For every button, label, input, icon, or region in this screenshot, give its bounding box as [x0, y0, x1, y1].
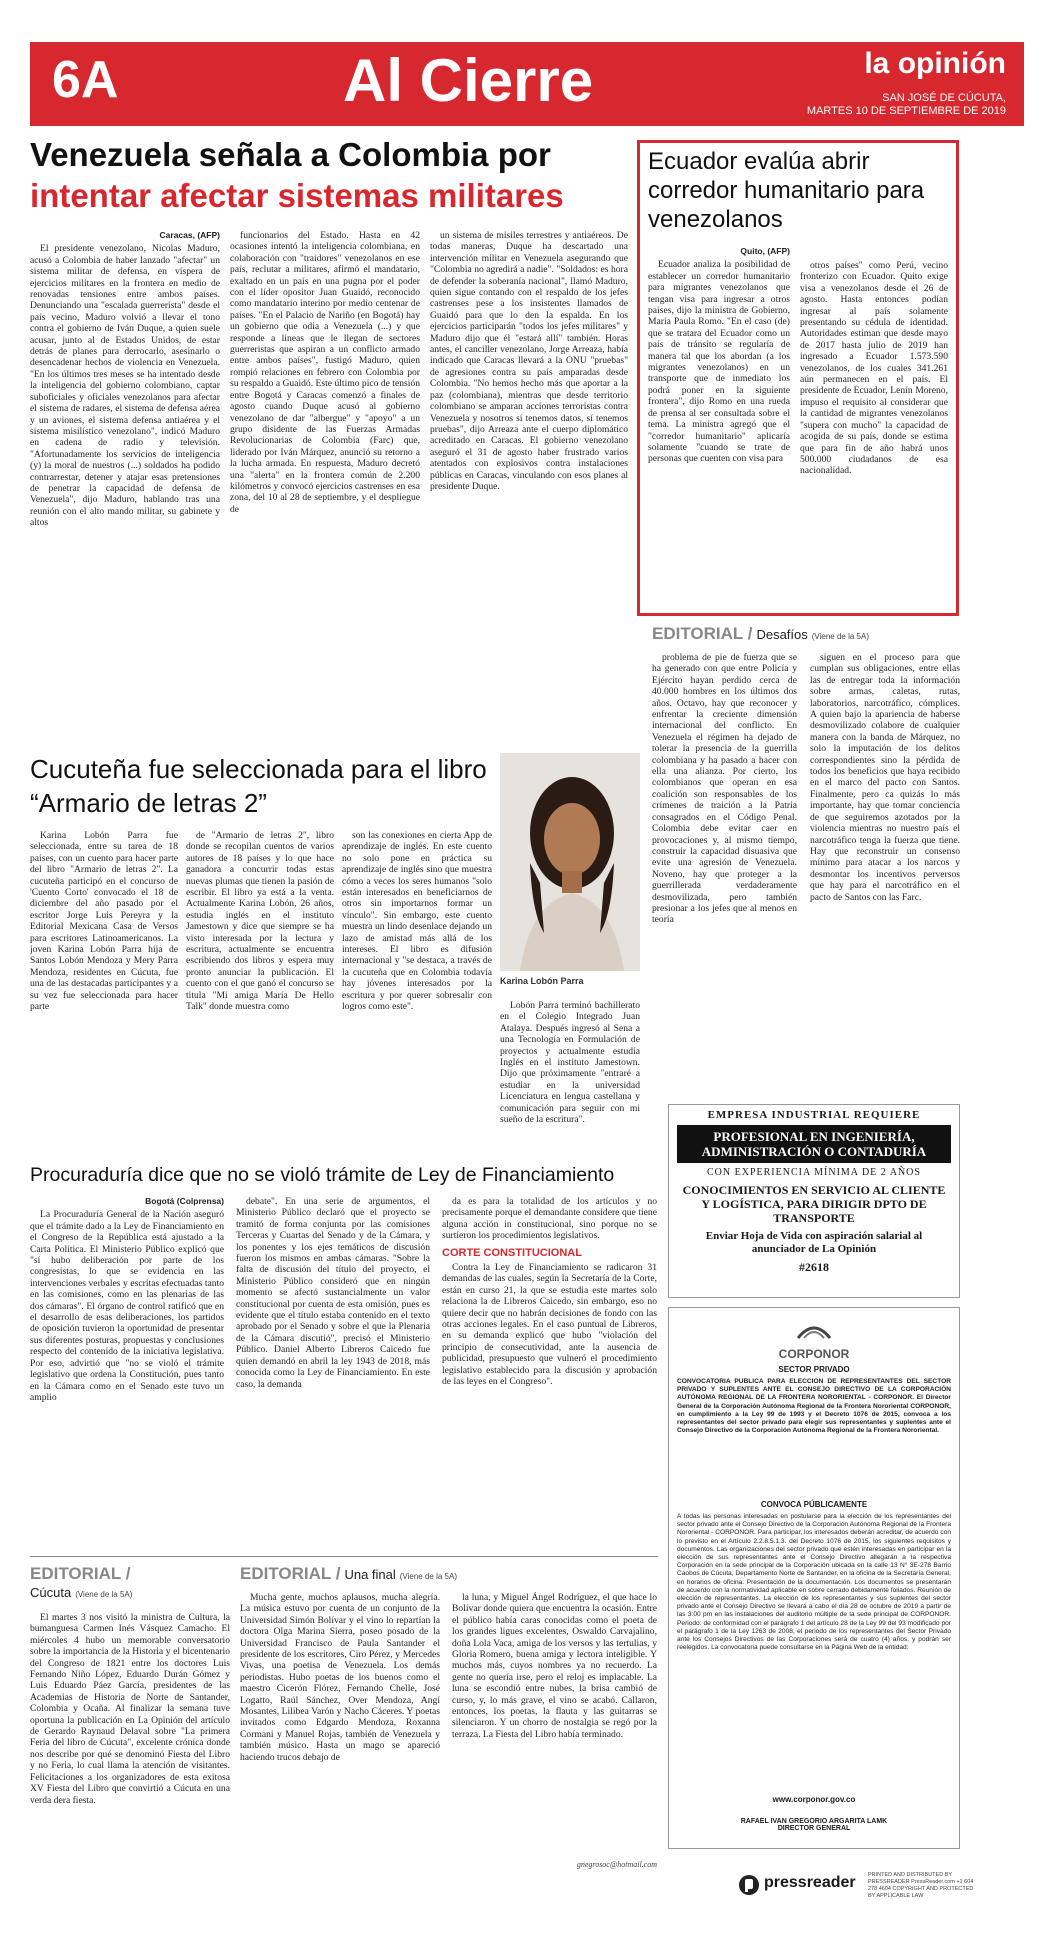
procuraduria-text-1: La Procuraduría General de la Nación aseguró que el trámite dado a la Ley de Financiamiento en el Congreso de la República está ajustado a la Carta Política. El Ministerio Público explicó que "sí hubo deliberación por parte de los congresistas, lo que se evidencia en las intervenciones verbales y escritas efectuadas tanto en las comisiones, como en las plenarias de las dos cámaras". El órgano de control ratificó que en el desarrollo de esas deliberaciones, los partidos de oposición tuvieron la oportunidad de presentar sus diferentes posturas, propuestas y conclusiones respecto del contenido de la iniciativa legislativa. Por eso, advirtió que "no se violó el trámite legislativo que ordena la Constitución, pues tanto en la Cámara como en el Senado este tuvo un amplio [30, 1209, 224, 1403]
editorial-desafios-text-1: problema de pie de fuerza que se ha generado con que entre Policía y Ejército hayan perdido cerca de 40.000 hombres en los últimos dos años. Octavo, hay que reconocer y enfrentar la creciente dimensión internacional del conflicto. En Venezuela el régimen ha dejado de tolerar la presencia de la guerrilla colombiana y ha pasado a hacer con ella una alianza. Por cierto, los colombianos que operan en esa coalición son responsables de los crímenes de traición a la Patria consagrados en el Código Penal. Colombia debe evitar caer en provocaciones y, al mismo tiempo, construir la capacidad disuasiva que evite una agresión de Venezuela. Noveno, hay que proteger a la guerrillerada verdaderamente desmovilizada, pero también presionar a los jefes que al menos en teoría [652, 652, 797, 926]
pressreader-brand: pressreader [764, 1874, 856, 1891]
venezuela-headline-2: intentar afectar sistemas militares [30, 177, 564, 214]
ad-code: #2618 [799, 1260, 829, 1274]
cucutena-column-2 [186, 830, 334, 1130]
corponor-convoca: CONVOCA PÚBLICAMENTE [760, 1500, 868, 1509]
ecuador-text-2: otros países" como Perú, vecino fronterizo con Ecuador. Quito exige visa a venezolanos desde el 26 de agosto. Hasta entonces podían ingresar al país solamente presentando su cédula de identidad. Autoridades estiman que desde mayo de 2017 hasta julio de 2019 han ingresado a Ecuador 1.573.590 venezolanos, de los cuales 341.261 aún permanecen en el país. El presidente de Ecuador, Lenín Moreno, impuso el requisito al considerar que la cantidad de migrantes venezolanos "supera con mucho" la capacidad de acogida de su país, donde se estima que para fin de año habrá unos 500.000 ciudadanos de esa nacionalidad. [800, 260, 948, 477]
cucutena-column-3 [342, 830, 492, 1130]
header-date-line: MARTES 10 DE SEPTIEMBRE DE 2019 [806, 105, 1006, 117]
photo-caption: Karina Lobón Parra [500, 976, 584, 986]
editorial-final-column-2 [452, 1592, 657, 1854]
job-ad-box [668, 1104, 960, 1298]
procuraduria-text-3: Contra la Ley de Financiamiento se radicaron 31 demandas de las cuales, según la Secretaría de la Corte, están en curso 21, la que se estudia este martes solo relaciona la de Libreros Caicedo, sin embargo, eso no quiere decir que no habrán decisiones de fondo con las otras acciones legales. En el caso puntual de Libreros, en su demanda explicó que hubo "violación del principio de consecutividad, ante la ausencia de publicidad, presupuesto que vulneró el procedimiento legislativo establecido para la discusión y aprobación de las leyes en el Congreso". [442, 1262, 657, 1388]
venezuela-text-2: funcionarios del Estado. Hasta en 42 ocasiones intentó la inteligencia colombiana, en colaboración con "traidores" venezolanos en ese país, reclutar a militares, afirmó el mandatario, exaltado en un país en una pugna por el poder con el líder opositor Juan Guaidó, reconocido como mandatario interino por medio centenar de países. "En el Palacio de Nariño (en Bogotá) hay un gobierno que odia a Venezuela (...) y que responde a líneas que le llegan de sectores guerreristas que aspiran a un conflicto armado entre ambos países", fustigó Maduro, quien rompió relaciones en febrero con Colombia por su respaldo a Guaidó. Este último pico de tensión entre Bogotá y Caracas comenzó a finales de agosto cuando Duque acusó al gobierno venezolano de dar "albergue" y "apoyo" a un grupo disidente de las Fuerzas Armadas Revolucionarias de Colombia (Farc) que, liderado por Iván Márquez, anunció su retorno a la lucha armada. En respuesta, Maduro decretó una "alerta" en la frontera común de 2.200 kilómetros y convocó ejercicios castrenses en esa zona, del 10 al 28 de septiembre, y el despliegue de [230, 230, 420, 515]
editorial-cucuta-header [30, 1564, 230, 1608]
cucutena-column-4 [500, 1000, 640, 1130]
ecuador-text-1: Ecuador analiza la posibilidad de establecer un corredor humanitario para migrantes venezolanos que tengan visa para ingresar a otros países, dijo la ministra de Gobierno, María Paula Romo. "En el caso (de) que se tratara del Ecuador como un país de tránsito se regularía de manera tal que los abordan (a los migrantes venezolanos) en un transporte que de inmediato los podrá poner en la siguiente frontera", dijo Romo en una rueda de prensa al ser consultada sobre el tema. La ministra agregó que el "corredor humanitario" aplicaría solamente "cuando se trate de personas que cuenten con visa para [648, 259, 790, 465]
procuraduria-column-1 [30, 1196, 224, 1546]
editorial-desafios-column-2 [810, 652, 960, 1072]
header-date [807, 92, 1006, 118]
editorial-desafios-column-1 [652, 652, 797, 1072]
procuraduria-text-3-top: da es para la totalidad de los artículos y no precisamente porque el demandante considere que tiene alguna acción in constitucional, sino porque no se surtieron los procedimientos legislativos. [442, 1196, 657, 1242]
editorial-cucuta-column [30, 1612, 230, 1872]
editorial-final-note: (Viene de la 5A) [399, 1572, 457, 1581]
editorial-final-column-1 [240, 1592, 440, 1867]
venezuela-text-1: El presidente venezolano, Nicolas Maduro, acusó a Colombia de haber lanzado "afectar" un sistema militar de defensa, en víspera de ejercicios militares en la frontera en medio de renovadas tensiones entre ambos países. Denunciando una "escalada guerrerista" desde el país vecino, Maduro volvió a llevar el tono contra el gobierno de Iván Duque, a quien suele acusar, junto al de Estados Unidos, de estar detrás de planes para derrocarlo, asesinarlo o desencadenar hechos de violencia en Venezuela. "En los últimos tres meses se ha intentado desde la inteligencia del gobierno colombiano, captar suboficiales y oficiales venezolanos para afectar el sistema de radares, el sistema de defensa aérea y un aviones, el sistema defensa antiaérea y el sistema misilístico venezolano", indicó Maduro en cadena de radio y televisión. "Afortunadamente los servicios de inteligencia (y) la moral de nuestros (...) soldados ha podido contrarrestar, detener y atajar esas pretensiones de penetrar la capacidad de defensa de Venezuela", dijo Maduro, hablando tras una reunión con el alto mando militar, su gabinete y altos [30, 243, 220, 529]
page-number: 6A [52, 51, 119, 109]
author-email: gnegrosoc@hotmail.com [576, 1860, 657, 1869]
cucutena-text-3: son las conexiones en cierta App de aprendizaje de inglés. En este cuento no solo pone en práctica su aprendizaje de inglés sino que muestra cómo a veces los seres humanos "solo están interesados en beneficiarnos de otros sin importarnos formar un vínculo". Sin embargo, este cuento muestra un lindo desenlace dejando un lazo de amistad más allá de los intereses. El libro es difusión internacional y "se destaca, a través de la cucuteña que en Colombia todavía hay jóvenes interesados por la escritura y por querer sobresalir con logros como este". [342, 830, 492, 1013]
procuraduria-column-3 [442, 1196, 657, 1546]
ecuador-column-1 [648, 246, 790, 608]
editorial-desafios-header [652, 624, 962, 646]
cucutena-text-2: de "Armario de letras 2", libro donde se recopilan cuentos de varios autores de 18 países y lo que hace ganadora a concurrir todas estas nuevas plumas que tienen la pasión de escribir. El libro ya está a la venta. Actualmente Karina Lobón, 26 años, estudia inglés en el instituto Jamestown y dice que siempre se ha visto interesada por la lectura y escritura, actualmente se encuentra escribiendo dos libros y espera muy pronto anunciar la publicación. El cuento con el que ganó el concurso se titula "Mi amiga María De Hello Talk" donde muestra como [186, 830, 334, 1013]
editorial-final-subtitle: Una final [344, 1567, 396, 1582]
corponor-text-2: A todas las personas interesadas en postularse para la elección de los representantes del sector privado ante el Consejo Directivo de la Corporación Autónoma Regional de la Frontera Nororiental - CORPONOR. Para participar, los interesados deberán acreditar, de acuerdo con lo previsto en el Artículo 2.2.8.5.1.3. del Decreto 1076 de 2015, los siguientes requisitos y documentos. Las organizaciones del sector privado que estén interesadas en participar en la elección de sus representantes ante el Consejo Directivo allegarán a la respectiva Corporación en la sede principal de la Corporación ubicada en la calle 13 N° 3E-278 Barrio Caobos de Cúcuta, Departamento Norte de Santander, en la oficina de la Secretaría General, en horarios de oficina. Presentación de la documentación. Los documentos se presentarán de acuerdo con la normatividad aplicable en sobre cerrado debidamente foliados. Reunión de elección de representantes. La elección de los representantes y sus suplentes del sector privado ante el Consejo Directivo se llevará a cabo el día 28 de octubre de 2019 a partir de las 3:00 pm en las instalaciones del auditorio múltiple de la sede principal de CORPONOR. Periodo: de conformidad con el parágrafo 1 del artículo 28 de la Ley 99 del 93 modificado por el parágrafo 1 de la Ley 1263 de 2008, el periodo de los representantes del Sector Privado ante los Consejos Directivos de las Corporaciones será de cuatro (4) años, y podrán ser reelegidos. La convocatoria puede consultarse en la Página Web de la entidad: [677, 1513, 951, 1652]
venezuela-column-1 [30, 230, 220, 726]
ad-line-1: EMPRESA INDUSTRIAL REQUIERE [707, 1109, 921, 1121]
editorial-cucuta-note: (Viene de la 5A) [75, 1590, 133, 1599]
ecuador-dateline: Quito, (AFP) [740, 246, 790, 256]
editorial-final-label: EDITORIAL / [240, 1564, 341, 1583]
procuraduria-column-2 [236, 1196, 430, 1546]
corponor-signer-title: DIRECTOR GENERAL [777, 1825, 851, 1832]
pressreader-icon [738, 1874, 760, 1896]
venezuela-column-2 [230, 230, 420, 726]
editorial-label: EDITORIAL / [652, 624, 753, 643]
editorial-final-text-2: la luna, y Miguel Ángel Rodríguez, el que hace lo Bolívar donde quiera que encuentra la ocasión. Entre el público había caras conocidas como el poeta de los grandes ligues excelentes, Oswaldo Carvajalino, doña Lola Vaca, amiga de los versos y las tertulias, y Gloria Romero, buena amiga y lectora inteligible. Y muchos más, cuyos nombres ya no recuerdo. La gente no quería irse, pero el reloj es implacable. La luna se escondió entre nubes, la brisa cambió de curso, y, lo más grave, el vino se acabó. Callaron, entonces, los poetas, la flauta y las guitarras se silenciaron. Y un chorro de nostalgia se regó por la terraza. La Fiesta del Libro había terminado. [452, 1592, 657, 1740]
pressreader-footer [738, 1870, 978, 1900]
ad-line-3: CON EXPERIENCIA MÍNIMA DE 2 AÑOS [707, 1167, 921, 1178]
portrait-image [500, 753, 640, 971]
editorial-desafios-text-2: siguen en el proceso para que cumplan sus obligaciones, entre ellas las de entregar toda la información sobre armas, caletas, rutas, laboratorios, narcotráfico, cómplices. A quien bajo la apariencia de haberse desmovilizado colabore de cualquier manera con la banda de Márquez, no solo la imputación de los delitos correspondientes sino la pérdida de todos los beneficios que haya recibido en el marco del pacto con Santos. Finalmente, pero ca quizás lo más importante, hay que tomar conciencia de que seguiremos azotados por la violencia mientras no nuestro país el narcotráfico tenga la fuerza que tiene. Hay que reconstruir un consenso mínimo para atacar a los narcos y desmontar los incentivos perversos que hay para el narcotráfico en el pacto de Santos con las Farc. [810, 652, 960, 903]
corponor-signer: RAFAEL IVAN GREGORIO ARGARITA LAMK [740, 1818, 888, 1825]
ecuador-column-2 [800, 260, 948, 608]
procuraduria-text-2: debate". En una serie de argumentos, el Ministerio Público declaró que el proyecto se tramitó de forma conjunta por las comisiones Terceras y Cuartas del Senado y de la Cámara, y los ponentes y los ejes temáticos de discusión fueron los mismos en ambas cámaras. "Sobre la falta de discusión del título del proyecto, el Ministerio Público consideró que en ningún momento se afectó sustancialmente un valor constitucional por cuenta de esta omisión, pues es evidente que el título estaba contenido en el texto aprobado por el Senado y sobre el que la Plenaria de la Cámara discutió", precisó el Ministerio Público. Daniel Alberto Libreros Caicedo fue quien demandó en abril la ley 1943 de 2018, más conocida como la Ley de Financiamiento. En este caso, la demanda [236, 1196, 430, 1390]
header-place: SAN JOSÉ DE CÚCUTA, [882, 92, 1006, 104]
cucutena-text-4: Lobón Parra terminó bachillerato en el Colegio Integrado Juan Atalaya. Después ingresó al Sena a una Tecnología en Formulación de proyectos y actualmente estudia Inglés en el instituto Jamestown. Dijo que próximamente "entraré a estudiar en la universidad Licenciatura en lengua castellana y comunicación para seguir con mi sueño de la escritura". [500, 1000, 640, 1126]
ad-line-5: Enviar Hoja de Vida con aspiración salarial al anunciador de La Opinión [705, 1230, 923, 1255]
procuraduria-dateline: Bogotá (Colprensa) [145, 1196, 224, 1206]
editorial-cucuta-label: EDITORIAL / [30, 1564, 131, 1583]
cucutena-text-1: Karina Lobón Parra fue seleccionada, entre su tarea de 18 países, con un cuento para hacer parte del libro "Armario de letras 2". La cucuteña participó en el concurso de 'Cuento Corto' convocado el 18 de diciembre del año pasado por el escritor Jorge Luis Pereyra y la Editorial Mexicana Casa de Versos para escritores Latinoamericanos. La joven Karina Lobón Parra hija de Santos Lobón Mendoza y Mery Parra Mendoza, residentes en Cúcuta, fue una de las destacadas participantes y a su vez fue seleccionada para hacer parte [30, 830, 178, 1013]
corponor-text-1: CONVOCATORIA PÚBLICA PARA ELECCIÓN DE REPRESENTANTES DEL SECTOR PRIVADO Y SUPLENTES ANTE EL CONSEJO DIRECTIVO DE LA CORPORACIÓN AUTÓNOMA REGIONAL DE LA FRONTERA NORORIENTAL - CORPONOR. El Director General de la Corporación Autónoma Regional de la Frontera Nororiental CORPONOR, en cumplimiento a la Ley 99 de 1993 y el Decreto 1076 de 2015, convoca a los representantes del sector privado para elegir sus representantes y suplentes ante el Consejo Directivo de la Corporación Autónoma Regional de la Frontera Nororiental. [677, 1378, 951, 1435]
editorial-desafios-subtitle: Desafíos [756, 627, 808, 642]
cucutena-headline: Cucuteña fue seleccionada para el libro “Armario de letras 2” [30, 754, 487, 818]
karina-photo [500, 753, 640, 971]
newspaper-logo: la opinión [864, 47, 1006, 80]
corponor-brand: CORPONOR [778, 1347, 850, 1361]
ecuador-headline: Ecuador evalúa abrir corredor humanitario para venezolanos [648, 148, 925, 233]
procuraduria-headline: Procuraduría dice que no se violó trámite de Ley de Financiamiento [30, 1164, 615, 1186]
editorial-cucuta-text: El martes 3 nos visitó la ministra de Cultura, la bumanguesa Carmen Inés Vásquez Camacho. El miércoles 4 hubo un memorable conversatorio sobre la importancia de la Historia y el bicentenario del Congreso de 1821 entre los doctores Luis Fernando Niño López, Eduardo Durán Gómez y Luis Eduardo Páez García, presidentes de las Academias de Historia de Norte de Santander, Colombia y Ocaña. Al finalizar la semana tuve oportuna la publicación en La Opinión del artículo de Gerardo Raynaud Delaval sobre "La primera Feria del libro de Cúcuta", excelente crónica donde nos describe por qué se denominó Fiesta del Libro y no Feria, lo cual llama la atención de visitantes. Felicitaciones a los organizadores de esta exitosa XV Fiesta del Libro que convirtió a Cúcuta en una verda dera fiesta. [30, 1612, 230, 1806]
pressreader-small-print: PRINTED AND DISTRIBUTED BY PRESSREADER PressReader.com +1 604 278 4604 COPYRIGHT AND PROTECTED BY APPLICABLE LAW [868, 1872, 974, 1899]
venezuela-dateline: Caracas, (AFP) [159, 230, 220, 240]
ad-line-4: CONOCIMIENTOS EN SERVICIO AL CLIENTE Y LOGÍSTICA, PARA DIRIGIR DPTO DE TRANSPORTE [682, 1183, 946, 1225]
procuraduria-kicker: CORTE CONSTITUCIONAL [442, 1246, 582, 1259]
venezuela-column-3 [430, 230, 628, 726]
divider [30, 1556, 658, 1557]
editorial-final-header [240, 1564, 660, 1588]
corponor-web-link[interactable]: www.corponor.gov.co [772, 1795, 856, 1804]
ad-line-2: PROFESIONAL EN INGENIERÍA, ADMINISTRACIÓN O CONTADURÍA [677, 1125, 951, 1163]
corponor-logo [669, 1316, 959, 1361]
venezuela-text-3: un sistema de misiles terrestres y antiaéreos. De todas maneras, Duque ha descartado una intervención militar en Venezuela asegurando que "Colombia no agredirá a nadie". "Soldados: es hora de defender la soberanía nacional", llamó Maduro, quien sigue contando con el respaldo de los jefes castrenses pese a los insistentes llamados de Guaidó para que lo den la espalda. En los ejercicios participarán "todos los jefes militares" y Maduro dijo que él "estará allí" también. Horas antes, el canciller venezolano, Jorge Arreaza, había indicado que Caracas llevará a la ONU "pruebas" de agresiones contra su país amparadas desde Colombia. "No hemos hecho más que aportar a la paz (colombiana), mientras que desde territorio colombiano se amparan acciones terroristas contra Venezuela y nosotros sí tenemos datos, sí tenemos pruebas", dijo Arreaza ante el cuerpo diplomático acreditado en Caracas. El gobierno venezolano aseguró el 31 de agosto haber frustrado varios atentados con explosivos contra instalaciones públicas en Caracas, vinculando con esos planes al presidente Duque. [430, 230, 628, 492]
corponor-sector: SECTOR PRIVADO [778, 1365, 850, 1374]
venezuela-headline-1: Venezuela señala a Colombia por [30, 136, 551, 173]
editorial-final-text-1: Mucha gente, muchos aplausos, mucha alegría. La música estuvo por cuenta de un conjunto de la Universidad Simón Bolívar y el vino lo repartían la doctora Olga Marina Sierra, poseo posado de la Universidad Francisco de Paula Santander el presidente de los escritores, Ciro Pérez, y Mercedes Vivas, una poetisa de Venezuela. Los demás periodistas. Hubo poetas de los buenos como el maestro Cicerón Flórez, Fernando Chelle, José Logatto, Raúl Sánchez, Over Mendoza, Angí Mosantes, Lilibea Varón y Nacho Cáceres. Y poetas invitados como Edgardo Mendoza, Roxanna Cormani y Manuel Rojas, también de Venezuela y también músico. Hasta un mago se apareció haciendo trucos debajo de [240, 1592, 440, 1763]
editorial-desafios-note: (Viene de la 5A) [811, 632, 869, 641]
corponor-emblem-icon [794, 1316, 834, 1342]
corponor-ad-box [668, 1307, 960, 1849]
page-header [30, 42, 1024, 126]
editorial-cucuta-subtitle: Cúcuta [30, 1585, 72, 1600]
cucutena-column-1 [30, 830, 178, 1130]
section-title: Al Cierre [343, 47, 594, 114]
